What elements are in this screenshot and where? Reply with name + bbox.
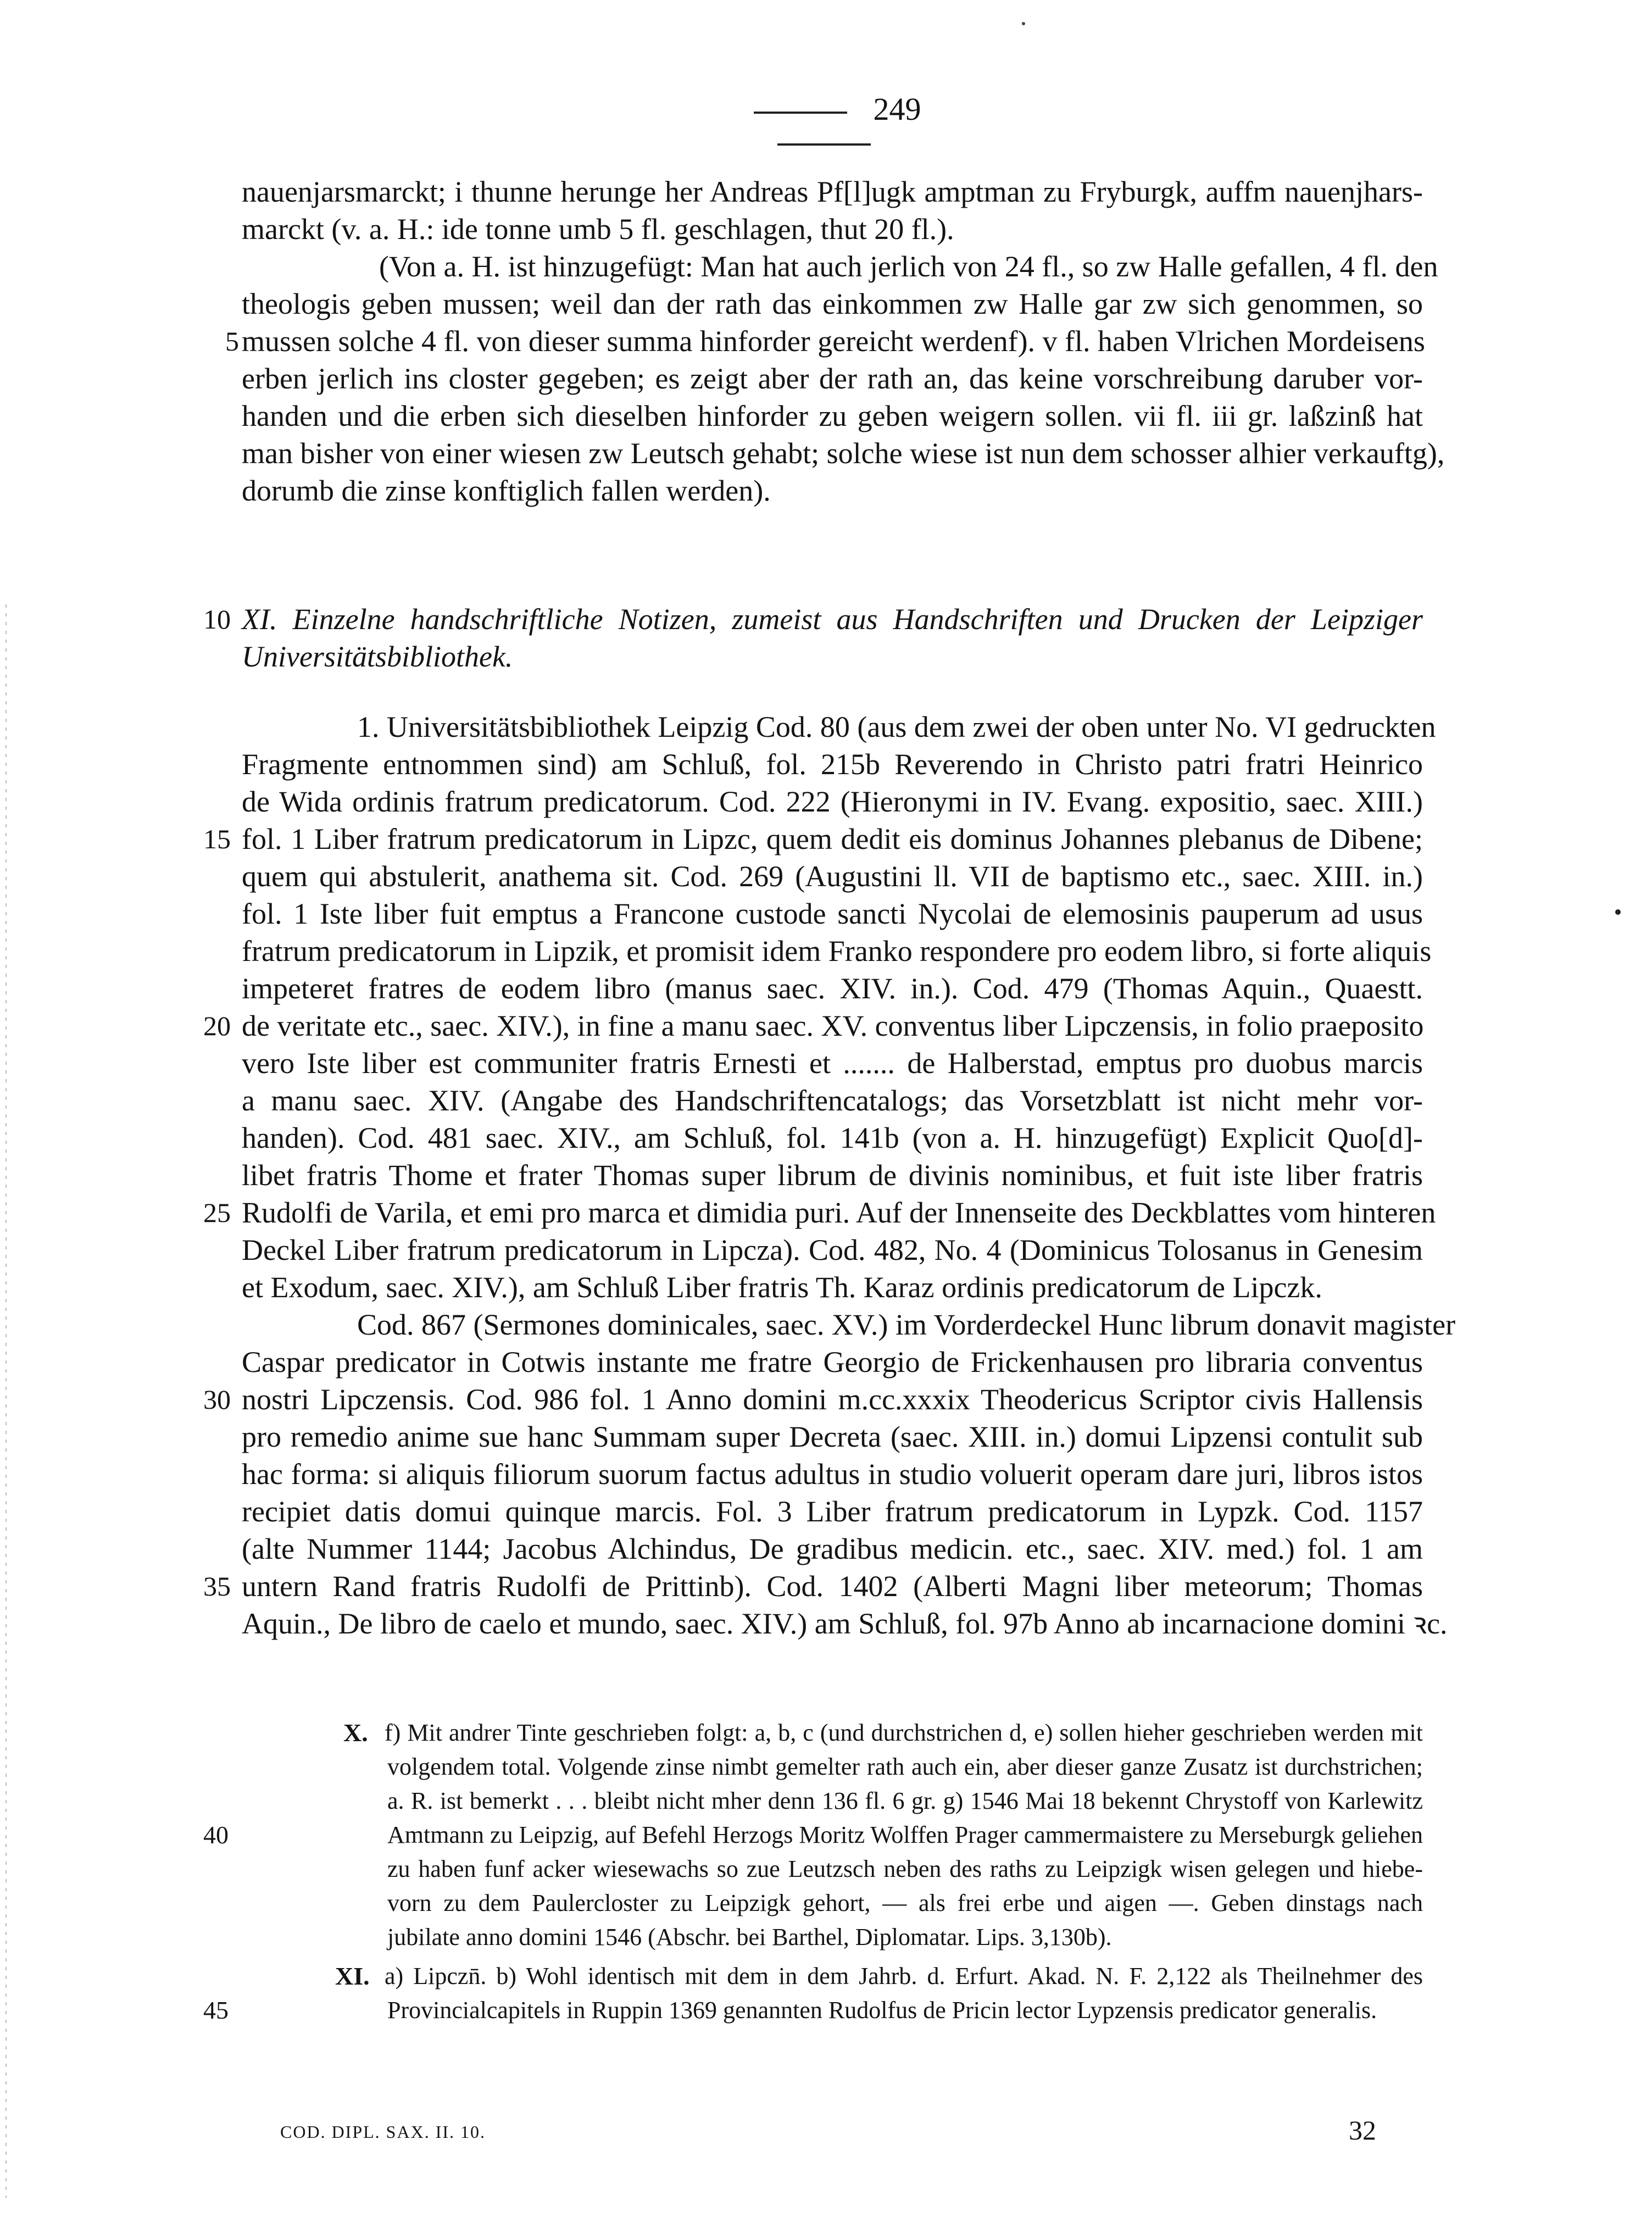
right-rule [777, 143, 871, 146]
body-line: fratrum predicatorum in Lipzik, et promisit idem Franko respondere pro eodem libro, si forte aliquis [242, 935, 1432, 968]
body-line: nostri Lipczensis. Cod. 986 fol. 1 Anno domini m.cc.xxxix Theodericus Scriptor civis Hallensis [242, 1383, 1423, 1416]
body-line: fol. 1 Iste liber fuit emptus a Francone custode sancti Nycolai de elemosinis pauperum ad usus [242, 897, 1423, 930]
body-line: (Von a. H. ist hinzugefügt: Man hat auch jerlich von 24 fl., so zw Halle gefallen, 4 fl. den [379, 250, 1438, 283]
body-line: quem qui abstulerit, anathema sit. Cod. 269 (Augustini ll. VII de baptismo etc., saec. XIII. in.) [242, 860, 1423, 893]
line-number: 15 [203, 824, 231, 854]
footnote-line: jubilate anno domini 1546 (Abschr. bei Barthel, Diplomatar. Lips. 3,130b). [387, 1924, 1112, 1950]
line-number: 30 [203, 1384, 231, 1415]
body-line: nauenjarsmarckt; i thunne herunge her Andreas Pf[l]ugk amptman zu Fryburgk, auffm nauenjhars- [242, 175, 1423, 208]
body-line: de Wida ordinis fratrum predicatorum. Cod. 222 (Hieronymi in IV. Evang. expositio, saec. XIII.) [242, 785, 1423, 818]
page-number [659, 93, 989, 157]
body-line: vero Iste liber est communiter fratris Ernesti et ....... de Halberstad, emptus pro duobus marcis [242, 1047, 1423, 1080]
line-number: 5 [225, 326, 239, 357]
body-line: pro remedio anime sue hanc Summam super Decreta (saec. XIII. in.) domui Lipzensi contulit sub [242, 1420, 1423, 1453]
body-line: handen und die erben sich dieselben hinforder zu geben weigern sollen. vii fl. iii gr. laßzinß hat [242, 399, 1423, 432]
body-line: man bisher von einer wiesen zw Leutsch gehabt; solche wiese ist nun dem schosser alhier verkauftg), [242, 437, 1445, 470]
body-line: et Exodum, saec. XIV.), am Schluß Liber fratris Th. Karaz ordinis predicatorum de Lipczk. [242, 1271, 1322, 1304]
body-line: Caspar predicator in Cotwis instante me fratre Georgio de Frickenhausen pro libraria conventus [242, 1346, 1423, 1379]
speck [1022, 22, 1025, 25]
body-line: hac forma: si aliquis filiorum suorum factus adultus in studio voluerit operam dare juri, libros istos [242, 1458, 1423, 1491]
line-number: 20 [203, 1010, 231, 1041]
body-line: Fragmente entnommen sind) am Schluß, fol. 215b Reverendo in Christo patri fratri Heinrico [242, 748, 1423, 781]
body-line: untern Rand fratris Rudolfi de Prittinb). Cod. 1402 (Alberti Magni liber meteorum; Thomas [242, 1570, 1423, 1603]
body-line: mussen solche 4 fl. von dieser summa hinforder gereicht werdenf). v fl. haben Vlrichen Mordeisens [242, 325, 1425, 358]
body-line: Aquin., De libro de caelo et mundo, saec. XIV.) am Schluß, fol. 97b Anno ab incarnacione domini ꝛc. [242, 1607, 1448, 1640]
section-title: Universitätsbibliothek. [242, 640, 513, 673]
sheet-number: 32 [1349, 2115, 1376, 2146]
body-line: Deckel Liber fratrum predicatorum in Lipcza). Cod. 482, No. 4 (Dominicus Tolosanus in Genesim [242, 1233, 1423, 1266]
body-line: a manu saec. XIV. (Angabe des Handschriftencatalogs; das Vorsetzblatt ist nicht mehr vor- [242, 1084, 1423, 1117]
body-line: marckt (v. a. H.: ide tonne umb 5 fl. geschlagen, thut 20 fl.). [242, 213, 954, 246]
line-number: 10 [203, 604, 231, 635]
footnote-label-x: X. [343, 1719, 368, 1747]
footnote-line: a. R. ist bemerkt . . . bleibt nicht mher denn 136 fl. 6 gr. g) 1546 Mai 18 bekennt Chrystoff von Karlewitz [387, 1787, 1423, 1814]
footnote-label-xi: XI. [335, 1962, 370, 1990]
body-line: 1. Universitätsbibliothek Leipzig Cod. 80 (aus dem zwei der oben unter No. VI gedruckten [357, 710, 1436, 743]
body-line: theologis geben mussen; weil dan der rath das einkommen zw Halle gar zw sich genommen, so [242, 287, 1423, 320]
line-number: 40 [203, 1821, 229, 1849]
body-line: de veritate etc., saec. XIV.), in fine a manu saec. XV. conventus liber Lipczensis, in folio praeposito [242, 1009, 1424, 1042]
body-line: erben jerlich ins closter gegeben; es zeigt aber der rath an, das keine vorschreibung daruber vor- [242, 362, 1423, 395]
footnote-line: a) Lipczn̄. b) Wohl identisch mit dem in dem Jahrb. d. Erfurt. Akad. N. F. 2,122 als Theilnehmer des [385, 1963, 1423, 1990]
body-line: impeteret fratres de eodem libro (manus saec. XIV. in.). Cod. 479 (Thomas Aquin., Quaestt. [242, 972, 1423, 1005]
line-number: 35 [203, 1571, 231, 1602]
body-line: libet fratris Thome et frater Thomas super librum de divinis nominibus, et fuit iste liber fratris [242, 1159, 1423, 1192]
body-line: Rudolfi de Varila, et emi pro marca et dimidia puri. Auf der Innenseite des Deckblattes vom hinteren [242, 1196, 1436, 1229]
footnote-line: volgendem total. Volgende zinse nimbt gemelter rath auch ein, aber dieser ganze Zusatz ist durchstrichen; [387, 1753, 1423, 1780]
footnote-line: Amtmann zu Leipzig, auf Befehl Herzogs Moritz Wolffen Prager cammermaistere zu Merseburgk geliehen [387, 1821, 1423, 1848]
line-number: 25 [203, 1197, 231, 1228]
page-number-text: 249 [873, 91, 921, 127]
footnote-line: Provincialcapitels in Ruppin 1369 genannten Rudolfus de Pricin lector Lypzensis predicator generalis. [387, 1997, 1377, 2024]
body-line: handen). Cod. 481 saec. XIV., am Schluß, fol. 141b (von a. H. hinzugefügt) Explicit Quo[d]- [242, 1121, 1423, 1154]
signature-mark: COD. DIPL. SAX. II. 10. [280, 2122, 486, 2142]
scan-edge [5, 604, 7, 2198]
body-line: (alte Nummer 1144; Jacobus Alchindus, De gradibus medicin. etc., saec. XIV. med.) fol. 1 am [242, 1532, 1423, 1565]
section-title: XI. Einzelne handschriftliche Notizen, zumeist aus Handschriften und Drucken der Leipziger [242, 603, 1423, 636]
left-rule [754, 112, 847, 114]
footnote-line: vorn zu dem Paulercloster zu Leipzigk gehort, — als frei erbe und aigen —. Geben dinstags nach [387, 1890, 1423, 1916]
footnote-line: zu haben funf acker wiesewachs so zue Leutzsch neben des raths zu Leipzigk wisen gelegen und hiebe- [387, 1855, 1423, 1882]
body-line: recipiet datis domui quinque marcis. Fol. 3 Liber fratrum predicatorum in Lypzk. Cod. 1157 [242, 1495, 1423, 1528]
footnote-line: f) Mit andrer Tinte geschrieben folgt: a, b, c (und durchstrichen d, e) sollen hieher geschrieben werden mit [385, 1719, 1423, 1746]
body-line: dorumb die zinse konftiglich fallen werden). [242, 474, 771, 507]
body-line: Cod. 867 (Sermones dominicales, saec. XV.) im Vorderdeckel Hunc librum donavit magister [357, 1308, 1456, 1341]
speck [1615, 909, 1621, 915]
body-line: fol. 1 Liber fratrum predicatorum in Lipzc, quem dedit eis dominus Johannes plebanus de Dibene; [242, 823, 1423, 855]
line-number: 45 [203, 1996, 229, 2024]
